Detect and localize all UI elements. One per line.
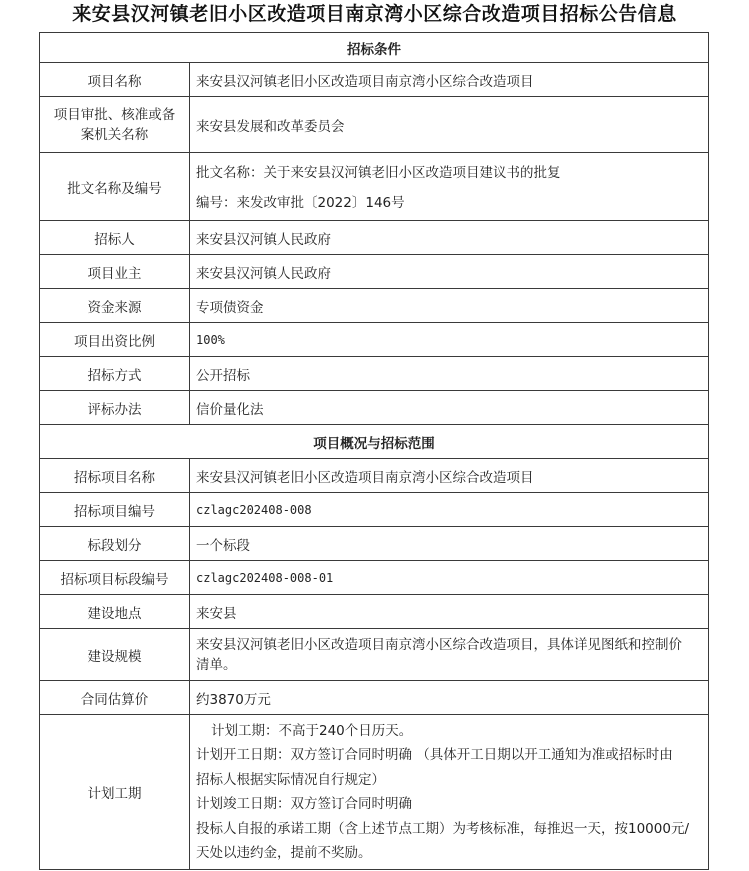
table-row bbox=[40, 595, 709, 629]
row-value bbox=[190, 629, 709, 681]
row-label: 标段划分 bbox=[40, 527, 190, 561]
row-value: 来安县汉河镇人民政府 bbox=[190, 255, 709, 289]
plan-line: 计划开工日期：双方签订合同时明确 （具体开工日期以开工通知为准或招标时由 bbox=[196, 747, 673, 763]
row-label: 项目名称 bbox=[40, 63, 190, 97]
table-row bbox=[40, 63, 709, 97]
table-row bbox=[40, 323, 709, 357]
row-value: czlagc202408-008-01 bbox=[190, 561, 709, 595]
row-value: czlagc202408-008 bbox=[190, 493, 709, 527]
table-row bbox=[40, 289, 709, 323]
scale-line: 清单。 bbox=[196, 656, 237, 673]
row-value: 信价量化法 bbox=[190, 391, 709, 425]
approval-name: 批文名称：关于来安县汉河镇老旧小区改造项目建议书的批复 bbox=[196, 164, 561, 181]
row-label: 资金来源 bbox=[40, 289, 190, 323]
section-header-row bbox=[40, 33, 709, 63]
row-value: 来安县汉河镇老旧小区改造项目南京湾小区综合改造项目 bbox=[190, 459, 709, 493]
table-row bbox=[40, 391, 709, 425]
row-label: 计划工期 bbox=[40, 715, 190, 870]
plan-line: 计划竣工日期：双方签订合同时明确 bbox=[196, 796, 412, 812]
row-value: 专项债资金 bbox=[190, 289, 709, 323]
row-label: 招标项目名称 bbox=[40, 459, 190, 493]
plan-line: 天处以违约金，提前不奖励。 bbox=[196, 845, 372, 861]
row-value: 来安县发展和改革委员会 bbox=[190, 97, 709, 153]
table-row bbox=[40, 459, 709, 493]
section-header-row bbox=[40, 425, 709, 459]
page-title: 来安县汉河镇老旧小区改造项目南京湾小区综合改造项目招标公告信息 bbox=[72, 3, 677, 25]
row-value: 约3870万元 bbox=[190, 681, 709, 715]
row-label: 招标方式 bbox=[40, 357, 190, 391]
plan-line: 投标人自报的承诺工期（含上述节点工期）为考核标准，每推迟一天，按10000元/ bbox=[196, 820, 689, 837]
plan-line: 计划工期：不高于240个日历天。 bbox=[211, 722, 413, 739]
row-value: 来安县汉河镇人民政府 bbox=[190, 221, 709, 255]
row-value: 100% bbox=[190, 323, 709, 357]
row-label: 招标项目标段编号 bbox=[40, 561, 190, 595]
table-row bbox=[40, 527, 709, 561]
table-row bbox=[40, 715, 709, 870]
row-label: 评标办法 bbox=[40, 391, 190, 425]
row-label-line: 项目审批、核准或备 bbox=[53, 106, 176, 123]
row-value: 来安县 bbox=[190, 595, 709, 629]
table-row bbox=[40, 255, 709, 289]
section-header-tender-conditions: 招标条件 bbox=[40, 33, 709, 63]
table-row bbox=[40, 221, 709, 255]
row-value: 一个标段 bbox=[190, 527, 709, 561]
section-header-project-overview: 项目概况与招标范围 bbox=[40, 425, 709, 459]
row-value bbox=[190, 715, 709, 870]
row-value: 来安县汉河镇老旧小区改造项目南京湾小区综合改造项目 bbox=[190, 63, 709, 97]
tender-notice-table bbox=[39, 32, 709, 870]
row-label-line: 案机关名称 bbox=[80, 126, 149, 143]
table-row bbox=[40, 493, 709, 527]
table-row bbox=[40, 357, 709, 391]
row-value bbox=[190, 153, 709, 221]
row-label: 招标项目编号 bbox=[40, 493, 190, 527]
row-label: 项目出资比例 bbox=[40, 323, 190, 357]
row-label bbox=[40, 97, 190, 153]
table-row bbox=[40, 681, 709, 715]
table-row bbox=[40, 97, 709, 153]
row-label: 项目业主 bbox=[40, 255, 190, 289]
table-row bbox=[40, 561, 709, 595]
scale-line: 来安县汉河镇老旧小区改造项目南京湾小区综合改造项目，具体详见图纸和控制价 bbox=[196, 636, 682, 653]
row-label: 招标人 bbox=[40, 221, 190, 255]
plan-line: 招标人根据实际情况自行规定） bbox=[196, 771, 385, 788]
row-label: 批文名称及编号 bbox=[40, 153, 190, 221]
row-label: 合同估算价 bbox=[40, 681, 190, 715]
row-label: 建设规模 bbox=[40, 629, 190, 681]
table-row bbox=[40, 153, 709, 221]
row-label: 建设地点 bbox=[40, 595, 190, 629]
approval-number: 编号：来发改审批〔2022〕146号 bbox=[196, 194, 405, 211]
row-value: 公开招标 bbox=[190, 357, 709, 391]
table-row bbox=[40, 629, 709, 681]
